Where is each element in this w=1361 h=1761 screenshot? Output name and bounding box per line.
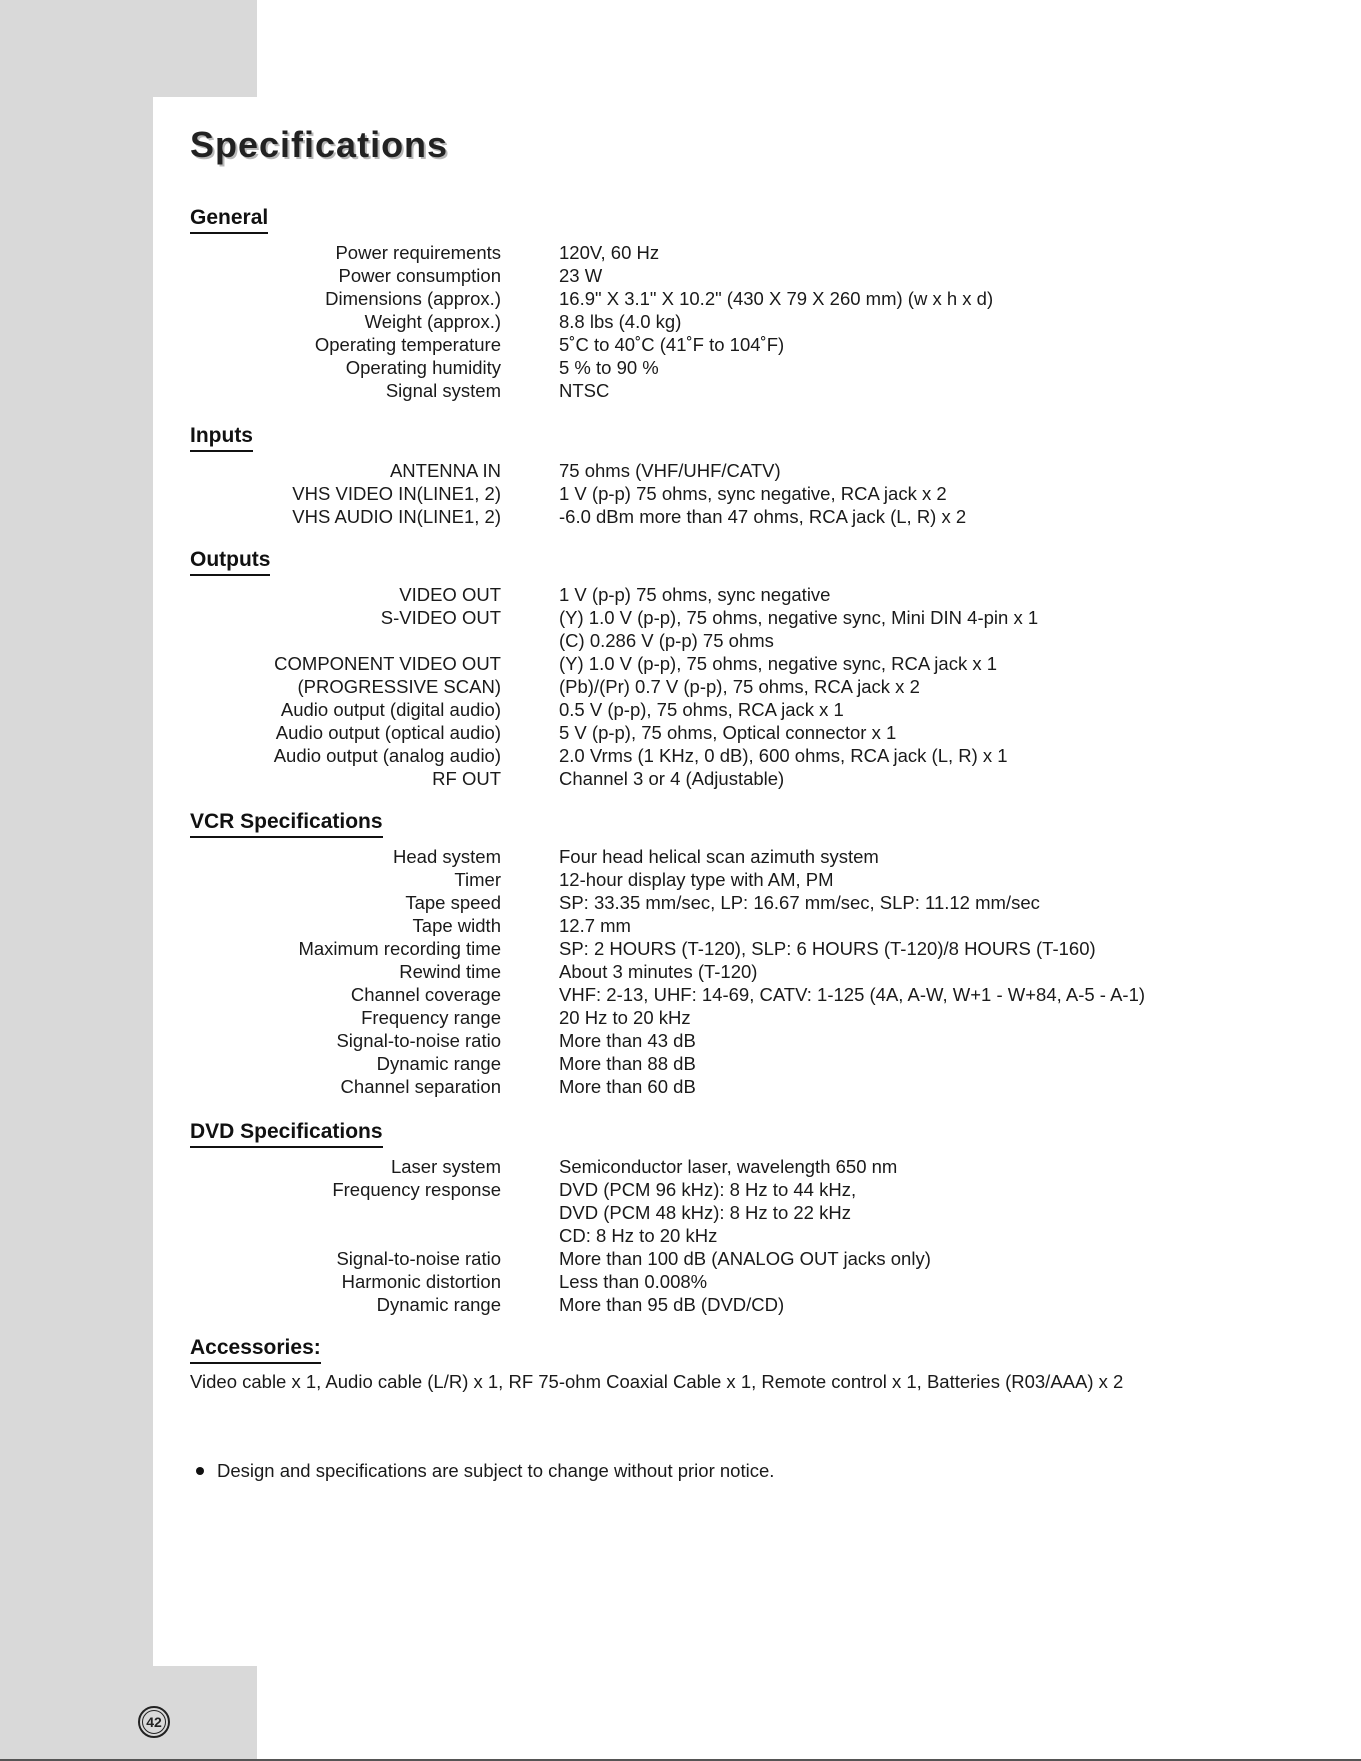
spec-value: (Y) 1.0 V (p-p), 75 ohms, negative sync, Mini DIN 4-pin x 1: [559, 607, 1039, 628]
spec-value: DVD (PCM 48 kHz): 8 Hz to 22 kHz: [559, 1202, 851, 1223]
section-outputs: [190, 547, 1330, 790]
spec-row: [190, 698, 1330, 721]
spec-value: More than 95 dB (DVD/CD): [559, 1294, 785, 1315]
disclaimer-text: Design and specifications are subject to change without prior notice.: [217, 1460, 775, 1481]
section-vcr: [190, 809, 1330, 1098]
spec-table-vcr: [190, 845, 1330, 1098]
spec-value: 16.9" X 3.1" X 10.2" (430 X 79 X 260 mm) (w x h x d): [559, 288, 994, 309]
spec-label: Frequency response: [332, 1179, 501, 1200]
spec-value: About 3 minutes (T-120): [559, 961, 758, 982]
spec-label: Audio output (optical audio): [275, 722, 501, 743]
margin-band-left: [0, 97, 153, 1666]
section-accessories: [190, 1335, 1330, 1393]
spec-value: 5 % to 90 %: [559, 357, 659, 378]
spec-label: Power requirements: [335, 242, 501, 263]
spec-row: [190, 1052, 1330, 1075]
section-general: [190, 205, 1330, 402]
spec-value: (C) 0.286 V (p-p) 75 ohms: [559, 630, 774, 651]
spec-row: [190, 845, 1330, 868]
spec-row: [190, 379, 1330, 402]
spec-label: Timer: [454, 869, 501, 890]
spec-row: [190, 1247, 1330, 1270]
section-heading-dvd: DVD Specifications: [190, 1119, 383, 1148]
spec-value: 12.7 mm: [559, 915, 631, 936]
spec-value: 120V, 60 Hz: [559, 242, 660, 263]
spec-value: DVD (PCM 96 kHz): 8 Hz to 44 kHz,: [559, 1179, 857, 1200]
spec-label: [190, 1224, 559, 1247]
spec-label: Audio output (analog audio): [273, 745, 501, 766]
spec-label: Channel separation: [340, 1076, 501, 1097]
spec-label: VHS AUDIO IN(LINE1, 2): [292, 506, 501, 527]
spec-row: [190, 868, 1330, 891]
spec-row: [190, 333, 1330, 356]
spec-table-dvd: [190, 1155, 1330, 1316]
spec-row: [190, 744, 1330, 767]
spec-value: Channel 3 or 4 (Adjustable): [559, 768, 785, 789]
spec-value: 20 Hz to 20 kHz: [559, 1007, 691, 1028]
spec-row: [190, 652, 1330, 675]
spec-value: Less than 0.008%: [559, 1271, 708, 1292]
spec-value: 2.0 Vrms (1 KHz, 0 dB), 600 ohms, RCA jack (L, R) x 1: [559, 745, 1008, 766]
spec-value: -6.0 dBm more than 47 ohms, RCA jack (L, R) x 2: [559, 506, 967, 527]
spec-label: [190, 1201, 559, 1224]
spec-table-outputs: [190, 583, 1330, 790]
spec-row: [190, 675, 1330, 698]
spec-row: [190, 1293, 1330, 1316]
spec-value: (Pb)/(Pr) 0.7 V (p-p), 75 ohms, RCA jack x 2: [559, 676, 920, 697]
spec-row: [190, 983, 1330, 1006]
spec-label: [190, 629, 559, 652]
spec-value: 5 V (p-p), 75 ohms, Optical connector x 1: [559, 722, 897, 743]
spec-value: 0.5 V (p-p), 75 ohms, RCA jack x 1: [559, 699, 844, 720]
spec-label: VIDEO OUT: [399, 584, 501, 605]
spec-row: [190, 767, 1330, 790]
spec-label: (PROGRESSIVE SCAN): [297, 676, 501, 697]
spec-value: More than 88 dB: [559, 1053, 696, 1074]
spec-label: COMPONENT VIDEO OUT: [274, 653, 501, 674]
spec-label: Laser system: [390, 1156, 501, 1177]
accessories-list: Video cable x 1, Audio cable (L/R) x 1, RF 75-ohm Coaxial Cable x 1, Remote control x 1, Batteries (R03/AAA) x 2: [190, 1371, 1124, 1392]
spec-table-inputs: [190, 459, 1330, 528]
spec-label: Power consumption: [338, 265, 501, 286]
spec-label: Tape speed: [405, 892, 501, 913]
section-heading-inputs: Inputs: [190, 423, 253, 452]
spec-table-general: [190, 241, 1330, 402]
spec-row: [190, 1029, 1330, 1052]
section-inputs: [190, 423, 1330, 528]
spec-label: Harmonic distortion: [341, 1271, 501, 1292]
spec-label: Channel coverage: [350, 984, 501, 1005]
spec-value: More than 43 dB: [559, 1030, 696, 1051]
spec-row: [190, 310, 1330, 333]
spec-value: SP: 33.35 mm/sec, LP: 16.67 mm/sec, SLP: 11.12 mm/sec: [559, 892, 1040, 913]
section-heading-outputs: Outputs: [190, 547, 270, 576]
spec-value: VHF: 2-13, UHF: 14-69, CATV: 1-125 (4A, A-W, W+1 - W+84, A-5 - A-1): [559, 984, 1146, 1005]
spec-value: SP: 2 HOURS (T-120), SLP: 6 HOURS (T-120)/8 HOURS (T-160): [559, 938, 1096, 959]
spec-label: Operating humidity: [345, 357, 501, 378]
spec-label: Dimensions (approx.): [325, 288, 501, 309]
spec-value: 8.8 lbs (4.0 kg): [559, 311, 682, 332]
spec-label: RF OUT: [432, 768, 501, 789]
spec-value: 1 V (p-p) 75 ohms, sync negative: [559, 584, 831, 605]
disclaimer-note: [196, 1460, 774, 1482]
spec-row: [190, 1270, 1330, 1293]
section-heading-accessories: Accessories:: [190, 1335, 321, 1364]
section-dvd: [190, 1119, 1330, 1316]
spec-label: Tape width: [412, 915, 501, 936]
spec-label: Audio output (digital audio): [280, 699, 501, 720]
spec-row: [190, 914, 1330, 937]
spec-row: [190, 1075, 1330, 1098]
spec-label: Frequency range: [361, 1007, 501, 1028]
spec-value: Four head helical scan azimuth system: [559, 846, 879, 867]
spec-label: Dynamic range: [376, 1294, 501, 1315]
spec-row: [190, 891, 1330, 914]
page-title: Specifications: [190, 124, 449, 165]
spec-value: 75 ohms (VHF/UHF/CATV): [559, 460, 781, 481]
spec-label: Rewind time: [399, 961, 501, 982]
spec-row: [190, 937, 1330, 960]
spec-label: Signal system: [385, 380, 501, 401]
page-number: 42: [138, 1706, 170, 1738]
spec-value: (Y) 1.0 V (p-p), 75 ohms, negative sync, RCA jack x 1: [559, 653, 998, 674]
spec-row: [190, 1224, 1330, 1247]
spec-row: [190, 1006, 1330, 1029]
spec-row: [190, 505, 1330, 528]
spec-value: NTSC: [559, 380, 610, 401]
section-heading-vcr: VCR Specifications: [190, 809, 383, 838]
spec-value: 1 V (p-p) 75 ohms, sync negative, RCA jack x 2: [559, 483, 947, 504]
margin-band-top: [0, 0, 257, 97]
spec-row: [190, 264, 1330, 287]
margin-band-bottom: [0, 1666, 257, 1761]
spec-row: [190, 583, 1330, 606]
spec-row: [190, 721, 1330, 744]
spec-label: S-VIDEO OUT: [380, 607, 501, 628]
spec-row: [190, 482, 1330, 505]
bullet-icon: [196, 1467, 204, 1475]
spec-label: Signal-to-noise ratio: [336, 1030, 501, 1051]
spec-label: Operating temperature: [314, 334, 501, 355]
spec-value: Semiconductor laser, wavelength 650 nm: [559, 1156, 898, 1177]
spec-label: Dynamic range: [376, 1053, 501, 1074]
spec-value: 5˚C to 40˚C (41˚F to 104˚F): [559, 334, 785, 355]
spec-label: VHS VIDEO IN(LINE1, 2): [292, 483, 501, 504]
section-heading-general: General: [190, 205, 268, 234]
spec-value: 12-hour display type with AM, PM: [559, 869, 834, 890]
spec-row: [190, 459, 1330, 482]
spec-value: CD: 8 Hz to 20 kHz: [559, 1225, 718, 1246]
spec-row: [190, 241, 1330, 264]
spec-row: [190, 1155, 1330, 1178]
spec-label: Maximum recording time: [298, 938, 501, 959]
spec-row: [190, 1201, 1330, 1224]
spec-label: Head system: [393, 846, 501, 867]
spec-label: Weight (approx.): [364, 311, 501, 332]
spec-row: [190, 629, 1330, 652]
spec-row: [190, 606, 1330, 629]
spec-row: [190, 960, 1330, 983]
spec-row: [190, 356, 1330, 379]
spec-row: [190, 1178, 1330, 1201]
spec-value: More than 100 dB (ANALOG OUT jacks only): [559, 1248, 931, 1269]
spec-label: ANTENNA IN: [389, 460, 501, 481]
spec-label: Signal-to-noise ratio: [336, 1248, 501, 1269]
spec-value: More than 60 dB: [559, 1076, 696, 1097]
spec-row: [190, 287, 1330, 310]
spec-value: 23 W: [559, 265, 603, 286]
